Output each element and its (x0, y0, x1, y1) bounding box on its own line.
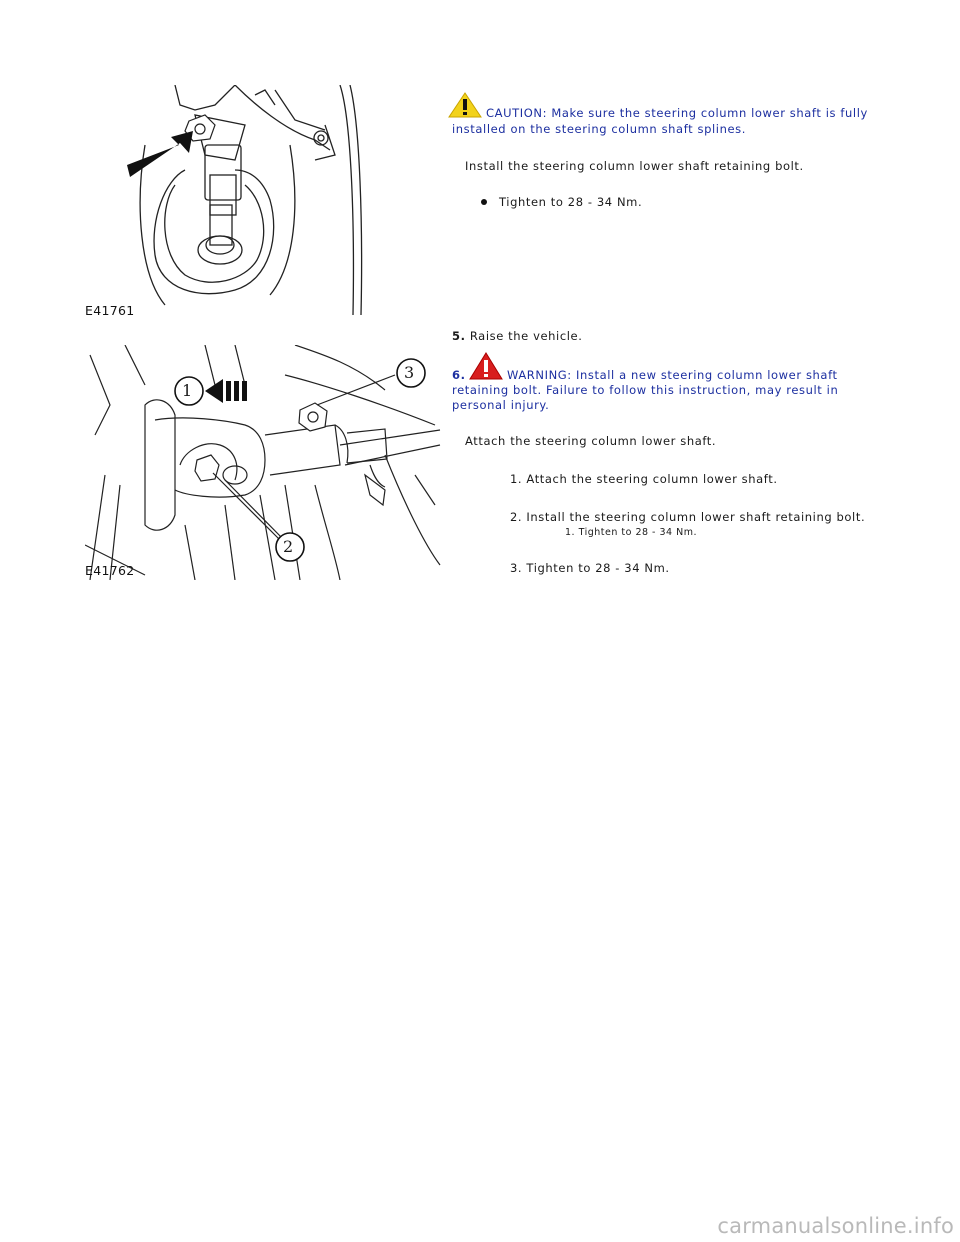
caution-icon (448, 92, 482, 118)
callout-3: 3 (404, 363, 415, 382)
watermark: carmanualsonline.info (717, 1214, 954, 1238)
movement-arrow-icon (205, 379, 247, 403)
figure-e41762 (85, 345, 445, 580)
substep-1: 1. Attach the steering column lower shaft. (510, 472, 778, 486)
substep-2: 2. Install the steering column lower shaft retaining bolt. (510, 510, 866, 524)
callout-2: 2 (283, 537, 294, 556)
steering-shaft-illustration-1 (85, 85, 385, 320)
substep-2-detail: 1. Tighten to 28 - 34 Nm. (565, 527, 697, 538)
steering-shaft-illustration-2 (85, 345, 445, 580)
warning-icon (469, 352, 503, 380)
substep-3: 3. Tighten to 28 - 34 Nm. (510, 561, 670, 575)
arrow-icon (127, 131, 193, 177)
figure-label: E41762 (85, 563, 135, 578)
bullet-icon (481, 199, 487, 205)
step-6-number: 6. (452, 368, 466, 382)
tighten-bullet-text: Tighten to 28 - 34 Nm. (499, 195, 643, 209)
tighten-bullet (481, 195, 642, 209)
callout-1: 1 (182, 381, 193, 400)
figure-e41761 (85, 85, 385, 320)
step-number: 5. (452, 329, 466, 343)
warning-text-line3: personal injury. (452, 398, 550, 412)
install-bolt-text: Install the steering column lower shaft retaining bolt. (465, 159, 804, 173)
step-text: Raise the vehicle. (469, 329, 583, 343)
figure-label: E41761 (85, 303, 135, 318)
warning-text-line1: WARNING: Install a new steering column lower shaft (507, 368, 838, 382)
caution-text-line2: installed on the steering column shaft splines. (452, 122, 746, 136)
caution-text-line1: CAUTION: Make sure the steering column lower shaft is fully (486, 106, 868, 120)
warning-text-line2: retaining bolt. Failure to follow this instruction, may result in (452, 383, 839, 397)
step-5 (452, 329, 583, 343)
attach-text: Attach the steering column lower shaft. (465, 434, 717, 448)
